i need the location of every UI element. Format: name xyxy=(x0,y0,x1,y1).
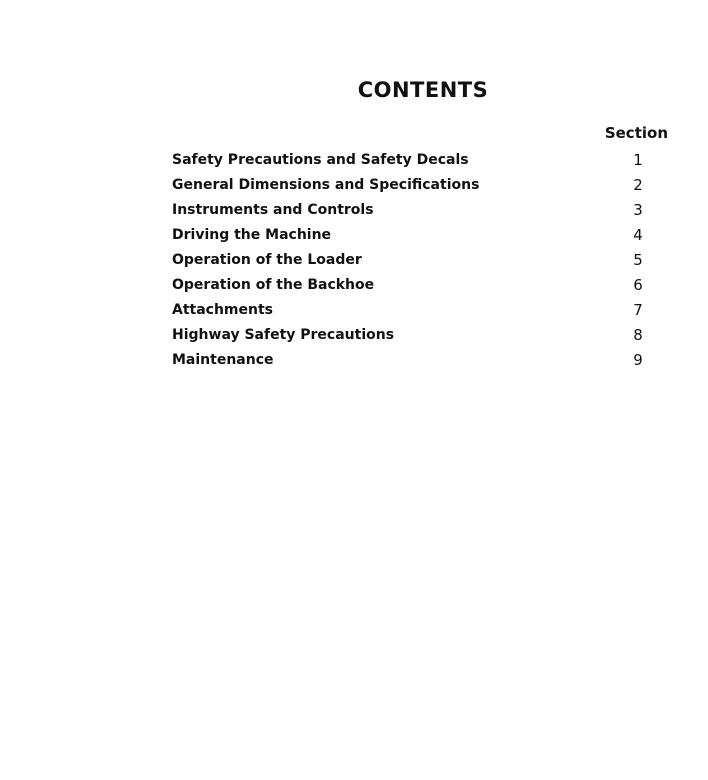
section-column-header: Section xyxy=(604,124,668,142)
toc-entry-section-number: 5 xyxy=(633,251,643,269)
toc-entry-section-number: 2 xyxy=(633,176,643,194)
toc-entry xyxy=(172,275,662,300)
toc-entry-section-number: 7 xyxy=(633,301,643,319)
toc-entry-label: Operation of the Loader xyxy=(172,252,362,268)
page-title: CONTENTS xyxy=(357,78,489,102)
toc-entry-label: Safety Precautions and Safety Decals xyxy=(172,152,469,168)
toc-entry xyxy=(172,225,662,250)
toc-entry xyxy=(172,250,662,275)
toc-entry-section-number: 9 xyxy=(633,351,643,369)
toc-entry xyxy=(172,200,662,225)
toc-entry-label: Attachments xyxy=(172,302,274,318)
toc-entry xyxy=(172,350,662,375)
toc-entry xyxy=(172,150,662,175)
toc-entry-label: Maintenance xyxy=(172,352,274,368)
toc-entry xyxy=(172,300,662,325)
toc-entry-section-number: 6 xyxy=(633,276,643,294)
toc-entry-label: Highway Safety Precautions xyxy=(172,327,395,343)
toc-entry xyxy=(172,325,662,350)
toc-entry-section-number: 4 xyxy=(633,226,643,244)
table-of-contents xyxy=(172,150,662,375)
toc-entry-section-number: 3 xyxy=(633,201,643,219)
toc-entry xyxy=(172,175,662,200)
toc-entry-label: General Dimensions and Specifications xyxy=(172,177,480,193)
toc-entry-section-number: 8 xyxy=(633,326,643,344)
toc-entry-label: Instruments and Controls xyxy=(172,202,374,218)
toc-entry-label: Driving the Machine xyxy=(172,227,332,243)
toc-entry-label: Operation of the Backhoe xyxy=(172,277,375,293)
toc-entry-section-number: 1 xyxy=(633,151,643,169)
